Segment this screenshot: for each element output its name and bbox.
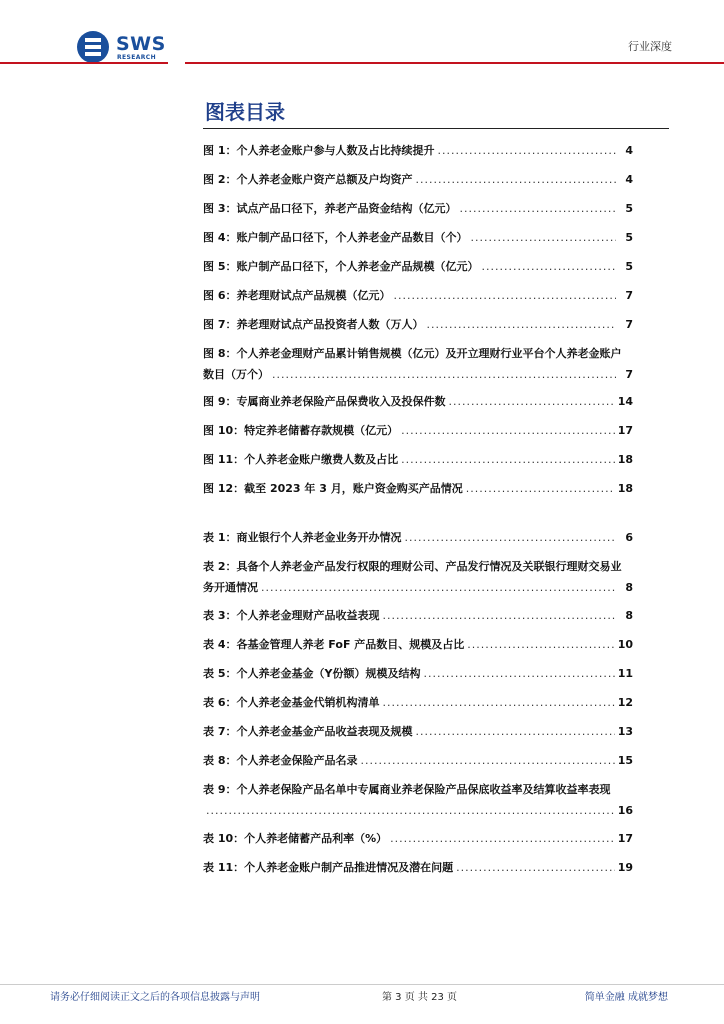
toc-entry-figure-8[interactable] xyxy=(203,343,633,385)
entry-page: 12 xyxy=(617,696,633,709)
leader-dots xyxy=(401,449,615,470)
entry-label: 图 10：特定养老储蓄存款规模（亿元） xyxy=(203,424,399,437)
toc-entry-figure-1[interactable] xyxy=(203,140,633,161)
leader-dots xyxy=(360,750,614,771)
leader-dots xyxy=(456,857,615,878)
toc-entry-table-11[interactable] xyxy=(203,857,633,878)
footer-page-info: 第 3 页 共 23 页 xyxy=(382,992,457,1003)
toc-entry-figure-2[interactable] xyxy=(203,169,633,190)
entry-page: 7 xyxy=(625,368,633,381)
toc-entry-figure-5[interactable] xyxy=(203,256,633,277)
sws-logo xyxy=(76,30,176,64)
entry-label: 图 6：养老理财试点产品规模（亿元） xyxy=(203,289,391,302)
toc-entry-table-8[interactable] xyxy=(203,750,633,771)
toc-entry-table-3[interactable] xyxy=(203,605,633,626)
entry-page: 16 xyxy=(617,804,633,817)
entry-page: 19 xyxy=(617,861,633,874)
leader-dots xyxy=(404,527,616,548)
entry-page: 14 xyxy=(617,395,633,408)
toc-entry-figure-11[interactable] xyxy=(203,449,633,470)
entry-label-line1: 表 2：具备个人养老金产品发行权限的理财公司、产品发行情况及关联银行理财交易业 xyxy=(203,560,622,573)
entry-page: 10 xyxy=(617,638,633,651)
leader-dots xyxy=(437,140,616,161)
toc-entry-table-6[interactable] xyxy=(203,692,633,713)
entry-page: 13 xyxy=(617,725,633,738)
header-divider-left xyxy=(0,62,168,64)
toc-entry-table-5[interactable] xyxy=(203,663,633,684)
entry-page: 8 xyxy=(625,581,633,594)
logo-text: SWS xyxy=(116,33,166,55)
toc-entry-table-10[interactable] xyxy=(203,828,633,849)
toc-entry-figure-9[interactable] xyxy=(203,391,633,412)
leader-dots xyxy=(272,364,616,385)
entry-label: 图 4：账户制产品口径下，个人养老金产品数目（个） xyxy=(203,231,468,244)
leader-dots xyxy=(206,800,615,821)
entry-page: 6 xyxy=(625,531,633,544)
logo-subtext: RESEARCH xyxy=(117,54,157,61)
entry-label: 图 5：账户制产品口径下，个人养老金产品规模（亿元） xyxy=(203,260,479,273)
entry-label: 表 6：个人养老金基金代销机构清单 xyxy=(203,696,380,709)
title-rule xyxy=(203,128,669,129)
entry-label: 表 5：个人养老金基金（Y份额）规模及结构 xyxy=(203,667,421,680)
entry-label: 图 7：养老理财试点产品投资者人数（万人） xyxy=(203,318,424,331)
entry-label: 图 12：截至 2023 年 3 月，账户资金购买产品情况 xyxy=(203,482,463,495)
leader-dots xyxy=(415,169,616,190)
entry-page: 7 xyxy=(625,318,633,331)
leader-dots xyxy=(393,285,616,306)
section-tag: 行业深度 xyxy=(628,40,672,53)
entry-label: 表 11：个人养老金账户制产品推进情况及潜在问题 xyxy=(203,861,454,874)
entry-label-line1: 表 9：个人养老保险产品名单中专属商业养老保险产品保底收益率及结算收益率表现 xyxy=(203,783,611,796)
entry-label-line2: 务开通情况 xyxy=(203,581,258,594)
entry-page: 18 xyxy=(617,453,633,466)
entry-page: 18 xyxy=(617,482,633,495)
entry-page: 5 xyxy=(625,260,633,273)
leader-dots xyxy=(261,577,616,598)
toc-entry-figure-12[interactable] xyxy=(203,478,633,499)
header-divider-right xyxy=(185,62,724,64)
entry-page: 4 xyxy=(625,144,633,157)
leader-dots xyxy=(470,227,616,248)
leader-dots xyxy=(401,420,615,441)
entry-label: 图 1：个人养老金账户参与人数及占比持续提升 xyxy=(203,144,435,157)
leader-dots xyxy=(423,663,614,684)
toc-entry-table-7[interactable] xyxy=(203,721,633,742)
entry-page: 17 xyxy=(617,832,633,845)
entry-page: 5 xyxy=(625,202,633,215)
entry-page: 8 xyxy=(625,609,633,622)
toc-entry-table-9[interactable] xyxy=(203,779,633,821)
footer-divider xyxy=(0,984,724,985)
footer-slogan: 简单金融 成就梦想 xyxy=(584,992,668,1003)
toc-entry-table-4[interactable] xyxy=(203,634,633,655)
entry-label: 图 11：个人养老金账户缴费人数及占比 xyxy=(203,453,399,466)
toc-entry-table-2[interactable] xyxy=(203,556,633,598)
leader-dots xyxy=(426,314,616,335)
toc-entry-figure-10[interactable] xyxy=(203,420,633,441)
entry-label: 表 4：各基金管理人养老 FoF 产品数目、规模及占比 xyxy=(203,638,465,651)
entry-label: 图 2：个人养老金账户资产总额及户均资产 xyxy=(203,173,413,186)
entry-label: 表 7：个人养老金基金产品收益表现及规模 xyxy=(203,725,413,738)
leader-dots xyxy=(382,692,614,713)
entry-label: 表 3：个人养老金理财产品收益表现 xyxy=(203,609,380,622)
leader-dots xyxy=(382,605,616,626)
entry-label: 表 1：商业银行个人养老金业务开办情况 xyxy=(203,531,402,544)
leader-dots xyxy=(448,391,614,412)
toc-entry-table-1[interactable] xyxy=(203,527,633,548)
entry-page: 11 xyxy=(617,667,633,680)
entry-page: 7 xyxy=(625,289,633,302)
footer-disclaimer: 请务必仔细阅读正文之后的各项信息披露与声明 xyxy=(50,992,260,1003)
entry-page: 17 xyxy=(617,424,633,437)
entry-page: 15 xyxy=(617,754,633,767)
entry-page: 5 xyxy=(625,231,633,244)
entry-label-line1: 图 8：个人养老金理财产品累计销售规模（亿元）及开立理财行业平台个人养老金账户 xyxy=(203,347,622,360)
leader-dots xyxy=(390,828,615,849)
page-header xyxy=(0,0,724,70)
sws-logo-icon xyxy=(76,30,110,64)
toc-entry-figure-7[interactable] xyxy=(203,314,633,335)
entry-page: 4 xyxy=(625,173,633,186)
entry-label: 表 8：个人养老金保险产品名录 xyxy=(203,754,358,767)
leader-dots xyxy=(415,721,614,742)
entry-label: 图 9：专属商业养老保险产品保费收入及投保件数 xyxy=(203,395,446,408)
entry-label: 表 10：个人养老储蓄产品利率（%） xyxy=(203,832,388,845)
entry-label: 图 3：试点产品口径下，养老产品资金结构（亿元） xyxy=(203,202,457,215)
toc-title: 图表目录 xyxy=(205,100,285,124)
leader-dots xyxy=(459,198,616,219)
toc-entry-figure-6[interactable] xyxy=(203,285,633,306)
entry-label-line2: 数目（万个） xyxy=(203,368,269,381)
toc-entry-figure-4[interactable] xyxy=(203,227,633,248)
leader-dots xyxy=(466,478,615,499)
leader-dots xyxy=(481,256,616,277)
leader-dots xyxy=(467,634,614,655)
toc-entry-figure-3[interactable] xyxy=(203,198,633,219)
